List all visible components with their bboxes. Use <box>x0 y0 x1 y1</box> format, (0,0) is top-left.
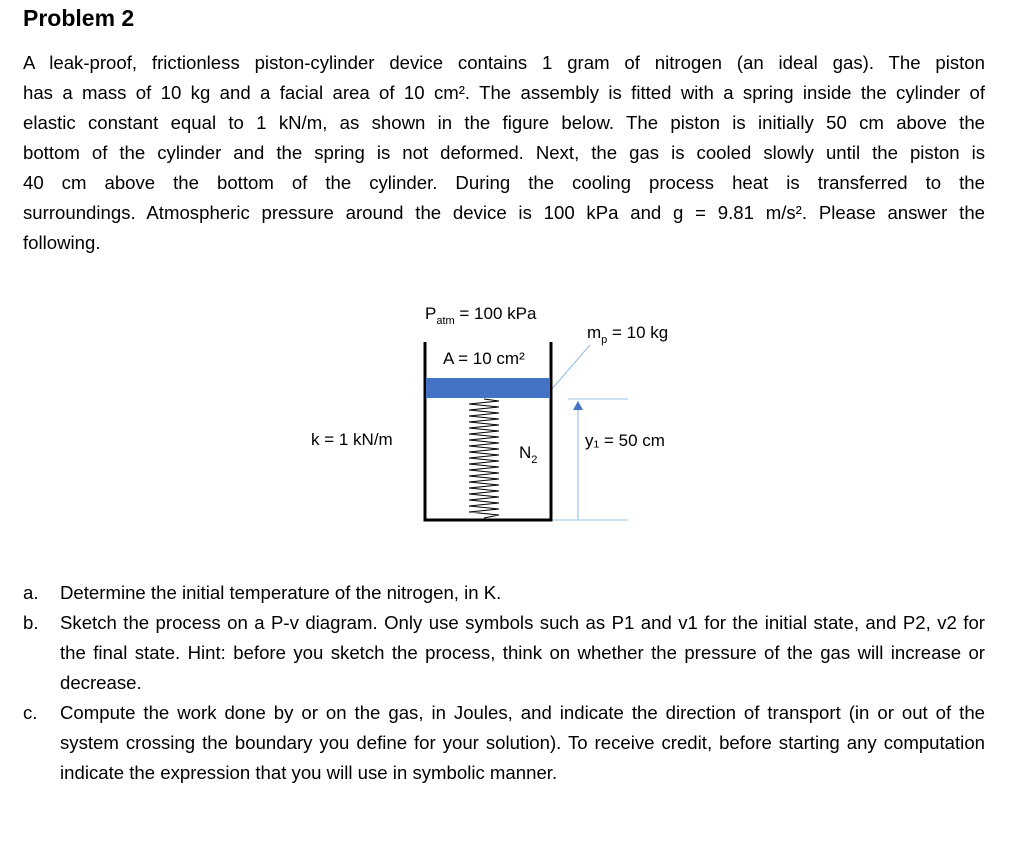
initial-height-label: y₁ = 50 cm <box>585 431 665 450</box>
piston <box>426 378 550 398</box>
height-arrow <box>573 401 583 410</box>
statement-line: surroundings. Atmospheric pressure around the device is 100 kPa and g = 9.81 m/s². Please answer the <box>23 202 985 223</box>
question-item <box>23 698 985 788</box>
piston-area-label: A = 10 cm² <box>443 349 525 368</box>
piston-mass-label: $m_p = 10$ kg <box>587 323 669 346</box>
statement-line: following. <box>23 232 101 253</box>
question-label: a. <box>23 582 39 603</box>
question-item <box>23 608 985 698</box>
cylinder-wall <box>425 342 551 520</box>
question-label: c. <box>23 702 38 723</box>
problem-title: Problem 2 <box>23 5 135 31</box>
spring-constant-label: k = 1 kN/m <box>311 430 393 449</box>
gas-label: $N_2$ <box>519 443 538 466</box>
atmospheric-pressure-label: $P_{atm} = 100$ kPa <box>425 304 537 327</box>
spring <box>469 399 499 518</box>
question-label: b. <box>23 612 39 633</box>
question-text: Determine the initial temperature of the nitrogen, in K. <box>60 582 502 603</box>
problem-statement <box>23 48 985 258</box>
piston-cylinder-figure <box>0 290 1024 535</box>
question-text: Sketch the process on a P-v diagram. Only use symbols such as P1 and v1 for the initial state, and P2, v2 for the final state. Hint: before you sketch the process, think on whether the pressure of the gas will increase or decrease. <box>60 612 985 693</box>
statement-line: 40 cm above the bottom of the cylinder. During the cooling process heat is transferred to the <box>23 172 985 193</box>
statement-line: A leak-proof, frictionless piston-cylinder device contains 1 gram of nitrogen (an ideal gas). The piston <box>23 52 985 73</box>
statement-line: elastic constant equal to 1 kN/m, as shown in the figure below. The piston is initially 50 cm above the <box>23 112 985 133</box>
question-text: Compute the work done by or on the gas, in Joules, and indicate the direction of transport (in or out of the system crossing the boundary you define for your solution). To receive credit, before starting any computation indicate the expression that you will use in symbolic manner. <box>60 702 985 783</box>
question-item <box>23 578 985 608</box>
mass-leader-line <box>551 345 590 390</box>
question-list <box>23 578 985 788</box>
statement-line: bottom of the cylinder and the spring is not deformed. Next, the gas is cooled slowly until the piston is <box>23 142 985 163</box>
statement-line: has a mass of 10 kg and a facial area of 10 cm². The assembly is fitted with a spring inside the cylinder of <box>23 82 985 103</box>
